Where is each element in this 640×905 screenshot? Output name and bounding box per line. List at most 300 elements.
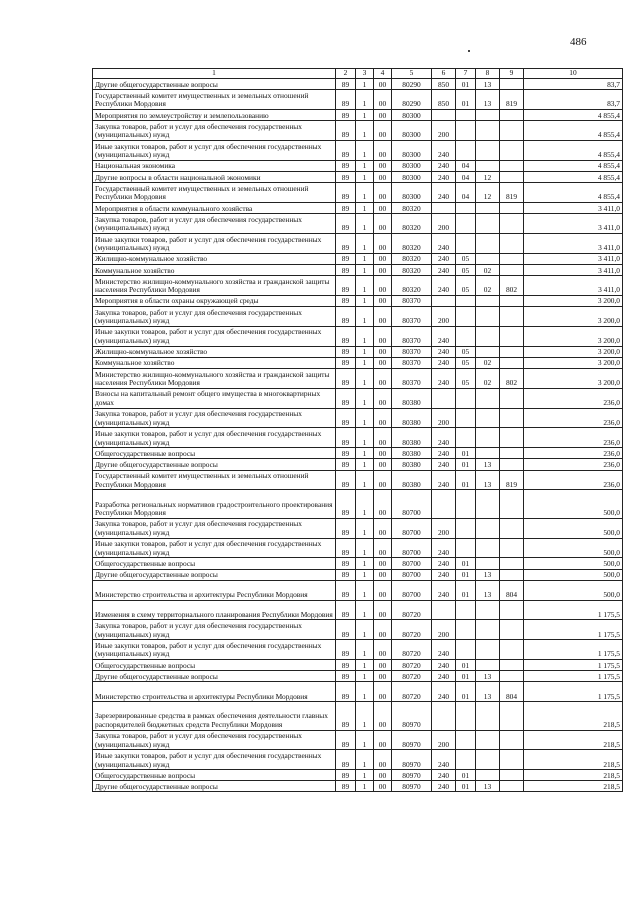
- table-row: [93, 580, 623, 600]
- amount-cell: 218,5: [524, 702, 623, 730]
- code-cell: 00: [374, 408, 392, 428]
- code-cell: [476, 326, 500, 346]
- column-header: 9: [500, 69, 524, 79]
- code-cell: [500, 490, 524, 518]
- code-cell: [476, 214, 500, 234]
- amount-cell: 500,0: [524, 490, 623, 518]
- row-name-cell: Изменения в схему территориального планирования Республики Мордовия: [93, 600, 336, 620]
- table-row: [93, 730, 623, 750]
- amount-cell: 3 411,0: [524, 214, 623, 234]
- code-cell: 89: [336, 183, 356, 203]
- code-cell: 1: [356, 702, 374, 730]
- amount-cell: 3 200,0: [524, 369, 623, 389]
- code-cell: 89: [336, 671, 356, 682]
- table-row: [93, 620, 623, 640]
- code-cell: [500, 671, 524, 682]
- code-cell: [500, 388, 524, 408]
- code-cell: 00: [374, 388, 392, 408]
- column-header: 8: [476, 69, 500, 79]
- code-cell: 01: [456, 781, 476, 792]
- code-cell: 1: [356, 448, 374, 459]
- code-cell: 80700: [392, 518, 432, 538]
- code-cell: 13: [476, 90, 500, 110]
- code-cell: 04: [456, 160, 476, 171]
- code-cell: 240: [432, 276, 456, 296]
- table-row: [93, 346, 623, 357]
- code-cell: [500, 214, 524, 234]
- row-name-cell: Другие общегосударственные вопросы: [93, 459, 336, 470]
- code-cell: 89: [336, 233, 356, 253]
- code-cell: [476, 518, 500, 538]
- code-cell: 1: [356, 569, 374, 580]
- code-cell: 80300: [392, 109, 432, 120]
- code-cell: [476, 448, 500, 459]
- code-cell: 850: [432, 79, 456, 90]
- code-cell: 80320: [392, 264, 432, 275]
- amount-cell: 1 175,5: [524, 671, 623, 682]
- code-cell: 240: [432, 470, 456, 490]
- amount-cell: 1 175,5: [524, 600, 623, 620]
- code-cell: 00: [374, 307, 392, 327]
- amount-cell: 3 411,0: [524, 202, 623, 213]
- row-name-cell: Закупка товаров, работ и услуг для обеспечения государственных (муниципальных) нужд: [93, 730, 336, 750]
- code-cell: 240: [432, 781, 456, 792]
- code-cell: 00: [374, 121, 392, 141]
- code-cell: 1: [356, 730, 374, 750]
- table-row: [93, 558, 623, 569]
- code-cell: [500, 121, 524, 141]
- code-cell: 00: [374, 276, 392, 296]
- code-cell: [456, 428, 476, 448]
- code-cell: [456, 388, 476, 408]
- code-cell: [456, 600, 476, 620]
- code-cell: [500, 202, 524, 213]
- amount-cell: 236,0: [524, 459, 623, 470]
- code-cell: 00: [374, 171, 392, 182]
- code-cell: 89: [336, 388, 356, 408]
- code-cell: [500, 79, 524, 90]
- code-cell: 89: [336, 459, 356, 470]
- row-name-cell: Жилищно-коммунальное хозяйство: [93, 346, 336, 357]
- code-cell: [500, 357, 524, 368]
- code-cell: 00: [374, 781, 392, 792]
- table-row: [93, 408, 623, 428]
- code-cell: 00: [374, 346, 392, 357]
- amount-cell: 236,0: [524, 428, 623, 448]
- row-name-cell: Разработка региональных нормативов градостроительного проектирования Республики Мордовия: [93, 490, 336, 518]
- code-cell: 89: [336, 160, 356, 171]
- code-cell: [476, 659, 500, 670]
- code-cell: [500, 307, 524, 327]
- amount-cell: 4 855,4: [524, 171, 623, 182]
- table-row: [93, 202, 623, 213]
- code-cell: 00: [374, 671, 392, 682]
- table-body: [93, 79, 623, 792]
- code-cell: 89: [336, 580, 356, 600]
- code-cell: 80720: [392, 659, 432, 670]
- code-cell: 89: [336, 140, 356, 160]
- code-cell: 80320: [392, 214, 432, 234]
- code-cell: 00: [374, 538, 392, 558]
- table-row: [93, 253, 623, 264]
- code-cell: 02: [476, 264, 500, 275]
- row-name-cell: Коммунальное хозяйство: [93, 357, 336, 368]
- code-cell: 1: [356, 388, 374, 408]
- row-name-cell: Закупка товаров, работ и услуг для обеспечения государственных (муниципальных) нужд: [93, 620, 336, 640]
- code-cell: 240: [432, 770, 456, 781]
- row-name-cell: Иные закупки товаров, работ и услуг для обеспечения государственных (муниципальных) нужд: [93, 326, 336, 346]
- code-cell: 80700: [392, 580, 432, 600]
- code-cell: [476, 558, 500, 569]
- code-cell: 05: [456, 357, 476, 368]
- code-cell: [500, 171, 524, 182]
- row-name-cell: Мероприятия в области охраны окружающей среды: [93, 295, 336, 306]
- row-name-cell: Иные закупки товаров, работ и услуг для обеспечения государственных (муниципальных) нужд: [93, 140, 336, 160]
- code-cell: [476, 307, 500, 327]
- row-name-cell: Общегосударственные вопросы: [93, 770, 336, 781]
- code-cell: 240: [432, 357, 456, 368]
- table-row: [93, 264, 623, 275]
- code-cell: 89: [336, 470, 356, 490]
- amount-cell: 236,0: [524, 448, 623, 459]
- code-cell: [500, 659, 524, 670]
- code-cell: 13: [476, 580, 500, 600]
- code-cell: 80380: [392, 388, 432, 408]
- code-cell: 80370: [392, 369, 432, 389]
- code-cell: 00: [374, 326, 392, 346]
- row-name-cell: Закупка товаров, работ и услуг для обеспечения государственных (муниципальных) нужд: [93, 408, 336, 428]
- code-cell: 1: [356, 140, 374, 160]
- table-row: [93, 109, 623, 120]
- code-cell: [432, 702, 456, 730]
- code-cell: [476, 538, 500, 558]
- code-cell: 13: [476, 569, 500, 580]
- code-cell: 819: [500, 470, 524, 490]
- code-cell: 02: [476, 357, 500, 368]
- code-cell: 01: [456, 90, 476, 110]
- code-cell: 89: [336, 214, 356, 234]
- code-cell: 00: [374, 357, 392, 368]
- code-cell: 1: [356, 408, 374, 428]
- amount-cell: 3 200,0: [524, 346, 623, 357]
- code-cell: [500, 408, 524, 428]
- code-cell: [456, 490, 476, 518]
- code-cell: 1: [356, 671, 374, 682]
- code-cell: [456, 326, 476, 346]
- code-cell: 802: [500, 369, 524, 389]
- table-row: [93, 357, 623, 368]
- code-cell: 01: [456, 770, 476, 781]
- table-row: [93, 770, 623, 781]
- code-cell: 240: [432, 558, 456, 569]
- amount-cell: 500,0: [524, 518, 623, 538]
- code-cell: [456, 202, 476, 213]
- row-name-cell: Мероприятия по землеустройству и землепользованию: [93, 109, 336, 120]
- code-cell: 240: [432, 671, 456, 682]
- code-cell: 80970: [392, 781, 432, 792]
- code-cell: 80380: [392, 448, 432, 459]
- code-cell: 01: [456, 659, 476, 670]
- code-cell: 89: [336, 490, 356, 518]
- code-cell: 00: [374, 659, 392, 670]
- code-cell: [500, 770, 524, 781]
- code-cell: 80700: [392, 490, 432, 518]
- code-cell: 89: [336, 121, 356, 141]
- code-cell: [500, 140, 524, 160]
- table-row: [93, 214, 623, 234]
- code-cell: 01: [456, 79, 476, 90]
- code-cell: 240: [432, 326, 456, 346]
- code-cell: 1: [356, 160, 374, 171]
- code-cell: 1: [356, 346, 374, 357]
- code-cell: [476, 140, 500, 160]
- row-name-cell: Зарезервированные средства в рамках обеспечения деятельности главных распорядителей бюджетных средств Республики Мордовия: [93, 702, 336, 730]
- code-cell: 13: [476, 470, 500, 490]
- code-cell: 80300: [392, 171, 432, 182]
- code-cell: 00: [374, 682, 392, 702]
- code-cell: 200: [432, 408, 456, 428]
- table-row: [93, 233, 623, 253]
- row-name-cell: Иные закупки товаров, работ и услуг для обеспечения государственных (муниципальных) нужд: [93, 428, 336, 448]
- code-cell: [500, 640, 524, 660]
- code-cell: 05: [456, 264, 476, 275]
- code-cell: 1: [356, 233, 374, 253]
- amount-cell: 500,0: [524, 558, 623, 569]
- code-cell: 240: [432, 369, 456, 389]
- column-header: 7: [456, 69, 476, 79]
- code-cell: 80320: [392, 276, 432, 296]
- code-cell: 89: [336, 781, 356, 792]
- row-name-cell: Государственный комитет имущественных и земельных отношений Республики Мордовия: [93, 470, 336, 490]
- amount-cell: 3 411,0: [524, 264, 623, 275]
- code-cell: 80700: [392, 569, 432, 580]
- column-header: 6: [432, 69, 456, 79]
- code-cell: [432, 490, 456, 518]
- code-cell: 80970: [392, 730, 432, 750]
- row-name-cell: Другие общегосударственные вопросы: [93, 569, 336, 580]
- code-cell: 1: [356, 750, 374, 770]
- amount-cell: 500,0: [524, 569, 623, 580]
- code-cell: 240: [432, 538, 456, 558]
- code-cell: 1: [356, 90, 374, 110]
- code-cell: 89: [336, 171, 356, 182]
- code-cell: 04: [456, 183, 476, 203]
- amount-cell: 83,7: [524, 90, 623, 110]
- code-cell: 1: [356, 518, 374, 538]
- code-cell: 80720: [392, 640, 432, 660]
- code-cell: [432, 388, 456, 408]
- code-cell: 01: [456, 558, 476, 569]
- code-cell: 89: [336, 202, 356, 213]
- code-cell: 200: [432, 620, 456, 640]
- code-cell: 80720: [392, 682, 432, 702]
- code-cell: [500, 538, 524, 558]
- row-name-cell: Иные закупки товаров, работ и услуг для обеспечения государственных (муниципальных) нужд: [93, 538, 336, 558]
- code-cell: [476, 620, 500, 640]
- code-cell: 89: [336, 569, 356, 580]
- code-cell: 1: [356, 295, 374, 306]
- code-cell: 00: [374, 160, 392, 171]
- row-name-cell: Государственный комитет имущественных и земельных отношений Республики Мордовия: [93, 183, 336, 203]
- code-cell: 00: [374, 580, 392, 600]
- code-cell: 1: [356, 79, 374, 90]
- code-cell: 00: [374, 253, 392, 264]
- code-cell: 80720: [392, 671, 432, 682]
- code-cell: 240: [432, 140, 456, 160]
- code-cell: [432, 202, 456, 213]
- code-cell: [476, 160, 500, 171]
- row-name-cell: Другие общегосударственные вопросы: [93, 671, 336, 682]
- code-cell: 1: [356, 538, 374, 558]
- code-cell: 00: [374, 295, 392, 306]
- code-cell: 89: [336, 659, 356, 670]
- code-cell: 80380: [392, 428, 432, 448]
- code-cell: [500, 620, 524, 640]
- budget-table: [92, 68, 623, 792]
- code-cell: [476, 640, 500, 660]
- code-cell: 89: [336, 307, 356, 327]
- amount-cell: 218,5: [524, 730, 623, 750]
- code-cell: 1: [356, 121, 374, 141]
- code-cell: 1: [356, 253, 374, 264]
- code-cell: [476, 388, 500, 408]
- code-cell: 240: [432, 264, 456, 275]
- code-cell: 240: [432, 171, 456, 182]
- code-cell: [476, 253, 500, 264]
- code-cell: 80370: [392, 357, 432, 368]
- scan-speck: [468, 50, 470, 52]
- code-cell: 00: [374, 264, 392, 275]
- code-cell: 00: [374, 90, 392, 110]
- code-cell: [476, 346, 500, 357]
- amount-cell: 1 175,5: [524, 640, 623, 660]
- code-cell: 01: [456, 448, 476, 459]
- code-cell: [500, 109, 524, 120]
- code-cell: 05: [456, 276, 476, 296]
- code-cell: 80320: [392, 253, 432, 264]
- code-cell: 240: [432, 448, 456, 459]
- amount-cell: 3 200,0: [524, 357, 623, 368]
- row-name-cell: Мероприятия в области коммунального хозяйства: [93, 202, 336, 213]
- row-name-cell: Закупка товаров, работ и услуг для обеспечения государственных (муниципальных) нужд: [93, 121, 336, 141]
- code-cell: 1: [356, 428, 374, 448]
- code-cell: 1: [356, 600, 374, 620]
- code-cell: 01: [456, 569, 476, 580]
- table-row: [93, 121, 623, 141]
- code-cell: 240: [432, 346, 456, 357]
- code-cell: 05: [456, 346, 476, 357]
- table-row: [93, 307, 623, 327]
- table-row: [93, 459, 623, 470]
- amount-cell: 4 855,4: [524, 183, 623, 203]
- amount-cell: 4 855,4: [524, 109, 623, 120]
- code-cell: [500, 448, 524, 459]
- code-cell: 80970: [392, 750, 432, 770]
- code-cell: 240: [432, 580, 456, 600]
- column-header: 1: [93, 69, 336, 79]
- code-cell: 80370: [392, 346, 432, 357]
- amount-cell: 218,5: [524, 750, 623, 770]
- code-cell: [500, 264, 524, 275]
- code-cell: 1: [356, 171, 374, 182]
- code-cell: [500, 730, 524, 750]
- row-name-cell: Жилищно-коммунальное хозяйство: [93, 253, 336, 264]
- code-cell: 02: [476, 276, 500, 296]
- code-cell: 80700: [392, 558, 432, 569]
- code-cell: 89: [336, 750, 356, 770]
- code-cell: 200: [432, 518, 456, 538]
- code-cell: 1: [356, 276, 374, 296]
- code-cell: 80320: [392, 202, 432, 213]
- row-name-cell: Иные закупки товаров, работ и услуг для обеспечения государственных (муниципальных) нужд: [93, 750, 336, 770]
- code-cell: [456, 538, 476, 558]
- code-cell: 00: [374, 558, 392, 569]
- code-cell: [456, 121, 476, 141]
- code-cell: 13: [476, 671, 500, 682]
- code-cell: 1: [356, 781, 374, 792]
- code-cell: 850: [432, 90, 456, 110]
- code-cell: [500, 518, 524, 538]
- code-cell: 1: [356, 682, 374, 702]
- code-cell: 01: [456, 470, 476, 490]
- row-name-cell: Закупка товаров, работ и услуг для обеспечения государственных (муниципальных) нужд: [93, 214, 336, 234]
- table-row: [93, 183, 623, 203]
- code-cell: 240: [432, 569, 456, 580]
- amount-cell: 1 175,5: [524, 659, 623, 670]
- code-cell: [500, 295, 524, 306]
- table-row: [93, 79, 623, 90]
- code-cell: [476, 428, 500, 448]
- code-cell: 80380: [392, 408, 432, 428]
- row-name-cell: Общегосударственные вопросы: [93, 659, 336, 670]
- amount-cell: 4 855,4: [524, 160, 623, 171]
- row-name-cell: Министерство строительства и архитектуры Республики Мордовия: [93, 580, 336, 600]
- code-cell: 1: [356, 490, 374, 518]
- code-cell: [476, 295, 500, 306]
- code-cell: 240: [432, 183, 456, 203]
- code-cell: 240: [432, 659, 456, 670]
- table-row: [93, 671, 623, 682]
- table-row: [93, 295, 623, 306]
- table-header-row: [93, 69, 623, 79]
- table-row: [93, 326, 623, 346]
- code-cell: [456, 408, 476, 428]
- code-cell: 89: [336, 770, 356, 781]
- code-cell: 80370: [392, 307, 432, 327]
- code-cell: [500, 253, 524, 264]
- code-cell: 05: [456, 369, 476, 389]
- code-cell: 80720: [392, 620, 432, 640]
- code-cell: 12: [476, 183, 500, 203]
- amount-cell: 3 411,0: [524, 233, 623, 253]
- amount-cell: 83,7: [524, 79, 623, 90]
- code-cell: 89: [336, 682, 356, 702]
- code-cell: 89: [336, 253, 356, 264]
- code-cell: 89: [336, 448, 356, 459]
- code-cell: 80300: [392, 160, 432, 171]
- column-header: 2: [336, 69, 356, 79]
- code-cell: 00: [374, 569, 392, 580]
- amount-cell: 500,0: [524, 580, 623, 600]
- code-cell: [476, 109, 500, 120]
- code-cell: 01: [456, 580, 476, 600]
- code-cell: [500, 558, 524, 569]
- row-name-cell: Государственный комитет имущественных и земельных отношений Республики Мордовия: [93, 90, 336, 110]
- code-cell: [456, 295, 476, 306]
- code-cell: 819: [500, 183, 524, 203]
- code-cell: 1: [356, 459, 374, 470]
- amount-cell: 1 175,5: [524, 620, 623, 640]
